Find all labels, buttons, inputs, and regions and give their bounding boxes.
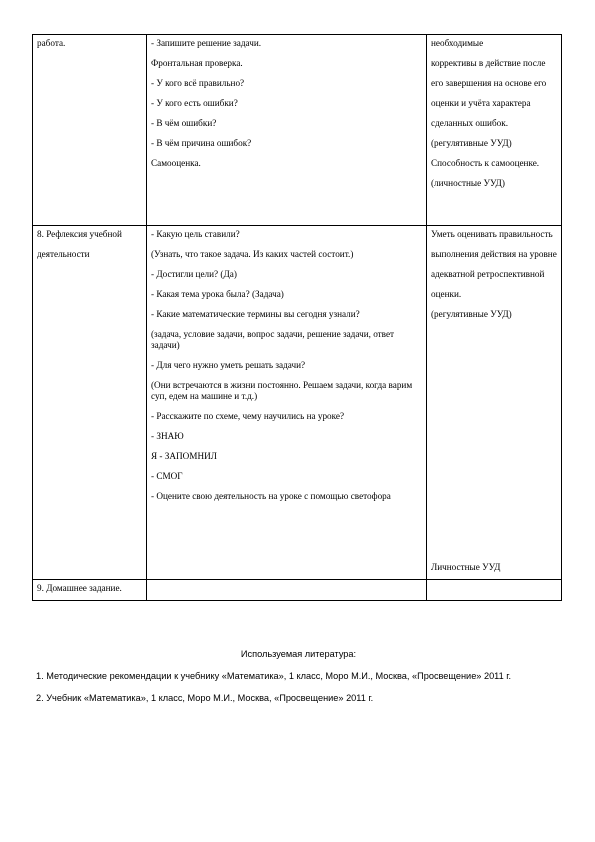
uud-line: коррективы в действие после: [431, 58, 546, 68]
stage-label: работа.: [37, 38, 66, 48]
activity-line: - Для чего нужно уметь решать задачи?: [151, 360, 306, 370]
activity-line: (Они встречаются в жизни постоянно. Решаем задачи, когда варим суп, едем на машине и т.д.): [151, 380, 413, 401]
table-row-work: [33, 35, 562, 226]
activity-cell: [147, 580, 427, 601]
activity-line: Самооценка.: [151, 158, 201, 168]
uud-line: Уметь оценивать правильность: [431, 229, 553, 239]
stage-label: 9. Домашнее задание.: [37, 583, 122, 593]
stage-label: деятельности: [37, 249, 90, 259]
uud-line: Способность к самооценке.: [431, 158, 540, 168]
activity-line: - СМОГ: [151, 471, 183, 481]
uud-line: его завершения на основе его: [431, 78, 547, 88]
lesson-plan-table: [32, 34, 562, 601]
stage-cell: [33, 580, 147, 601]
table-row-reflection: [33, 226, 562, 580]
activity-line: - Оцените свою деятельность на уроке с помощью светофора: [151, 491, 391, 501]
uud-cell: [427, 35, 562, 226]
activity-line: - ЗНАЮ: [151, 431, 184, 441]
stage-cell: [33, 35, 147, 226]
uud-cell: [427, 580, 562, 601]
activity-line: (задача, условие задачи, вопрос задачи, решение задачи, ответ задачи): [151, 329, 395, 350]
uud-line: сделанных ошибок.: [431, 118, 509, 128]
activity-cell: [147, 35, 427, 226]
literature-item: 2. Учебник «Математика», 1 класс, Моро М.И., Москва, «Просвещение» 2011 г.: [36, 693, 374, 703]
stage-cell: [33, 226, 147, 580]
activity-line: - Расскажите по схеме, чему научились на уроке?: [151, 411, 345, 421]
activity-line: - Достигли цели? (Да): [151, 269, 237, 279]
activity-line: Я - ЗАПОМНИЛ: [151, 451, 217, 461]
uud-line: выполнения действия на уровне: [431, 249, 557, 259]
literature-title: Используемая литература:: [240, 649, 357, 659]
activity-line: - Какие математические термины вы сегодня узнали?: [151, 309, 360, 319]
literature-section: [36, 648, 561, 714]
uud-line: (регулятивные УУД): [431, 309, 512, 319]
table-row-homework: [33, 580, 562, 601]
stage-label: 8. Рефлексия учебной: [37, 229, 122, 239]
activity-cell: [147, 226, 427, 580]
activity-line: - У кого всё правильно?: [151, 78, 245, 88]
uud-bottom-label: Личностные УУД: [431, 562, 501, 572]
uud-line: (регулятивные УУД): [431, 138, 512, 148]
literature-item: 1. Методические рекомендации к учебнику «Математика», 1 класс, Моро М.И., Москва, «Просвещение» 2011 г.: [36, 671, 512, 681]
activity-line: - Какую цель ставили?: [151, 229, 240, 239]
uud-line: оценки.: [431, 289, 462, 299]
activity-line: - Какая тема урока была? (Задача): [151, 289, 284, 299]
activity-line: - В чём причина ошибок?: [151, 138, 252, 148]
activity-line: - В чём ошибки?: [151, 118, 217, 128]
activity-line: - У кого есть ошибки?: [151, 98, 238, 108]
activity-line: (Узнать, что такое задача. Из каких частей состоит.): [151, 249, 354, 259]
uud-line: необходимые: [431, 38, 484, 48]
uud-line: (личностные УУД): [431, 178, 505, 188]
activity-line: Фронтальная проверка.: [151, 58, 243, 68]
uud-cell: [427, 226, 562, 580]
activity-line: - Запишите решение задачи.: [151, 38, 262, 48]
uud-line: адекватной ретроспективной: [431, 269, 545, 279]
uud-line: оценки и учёта характера: [431, 98, 531, 108]
